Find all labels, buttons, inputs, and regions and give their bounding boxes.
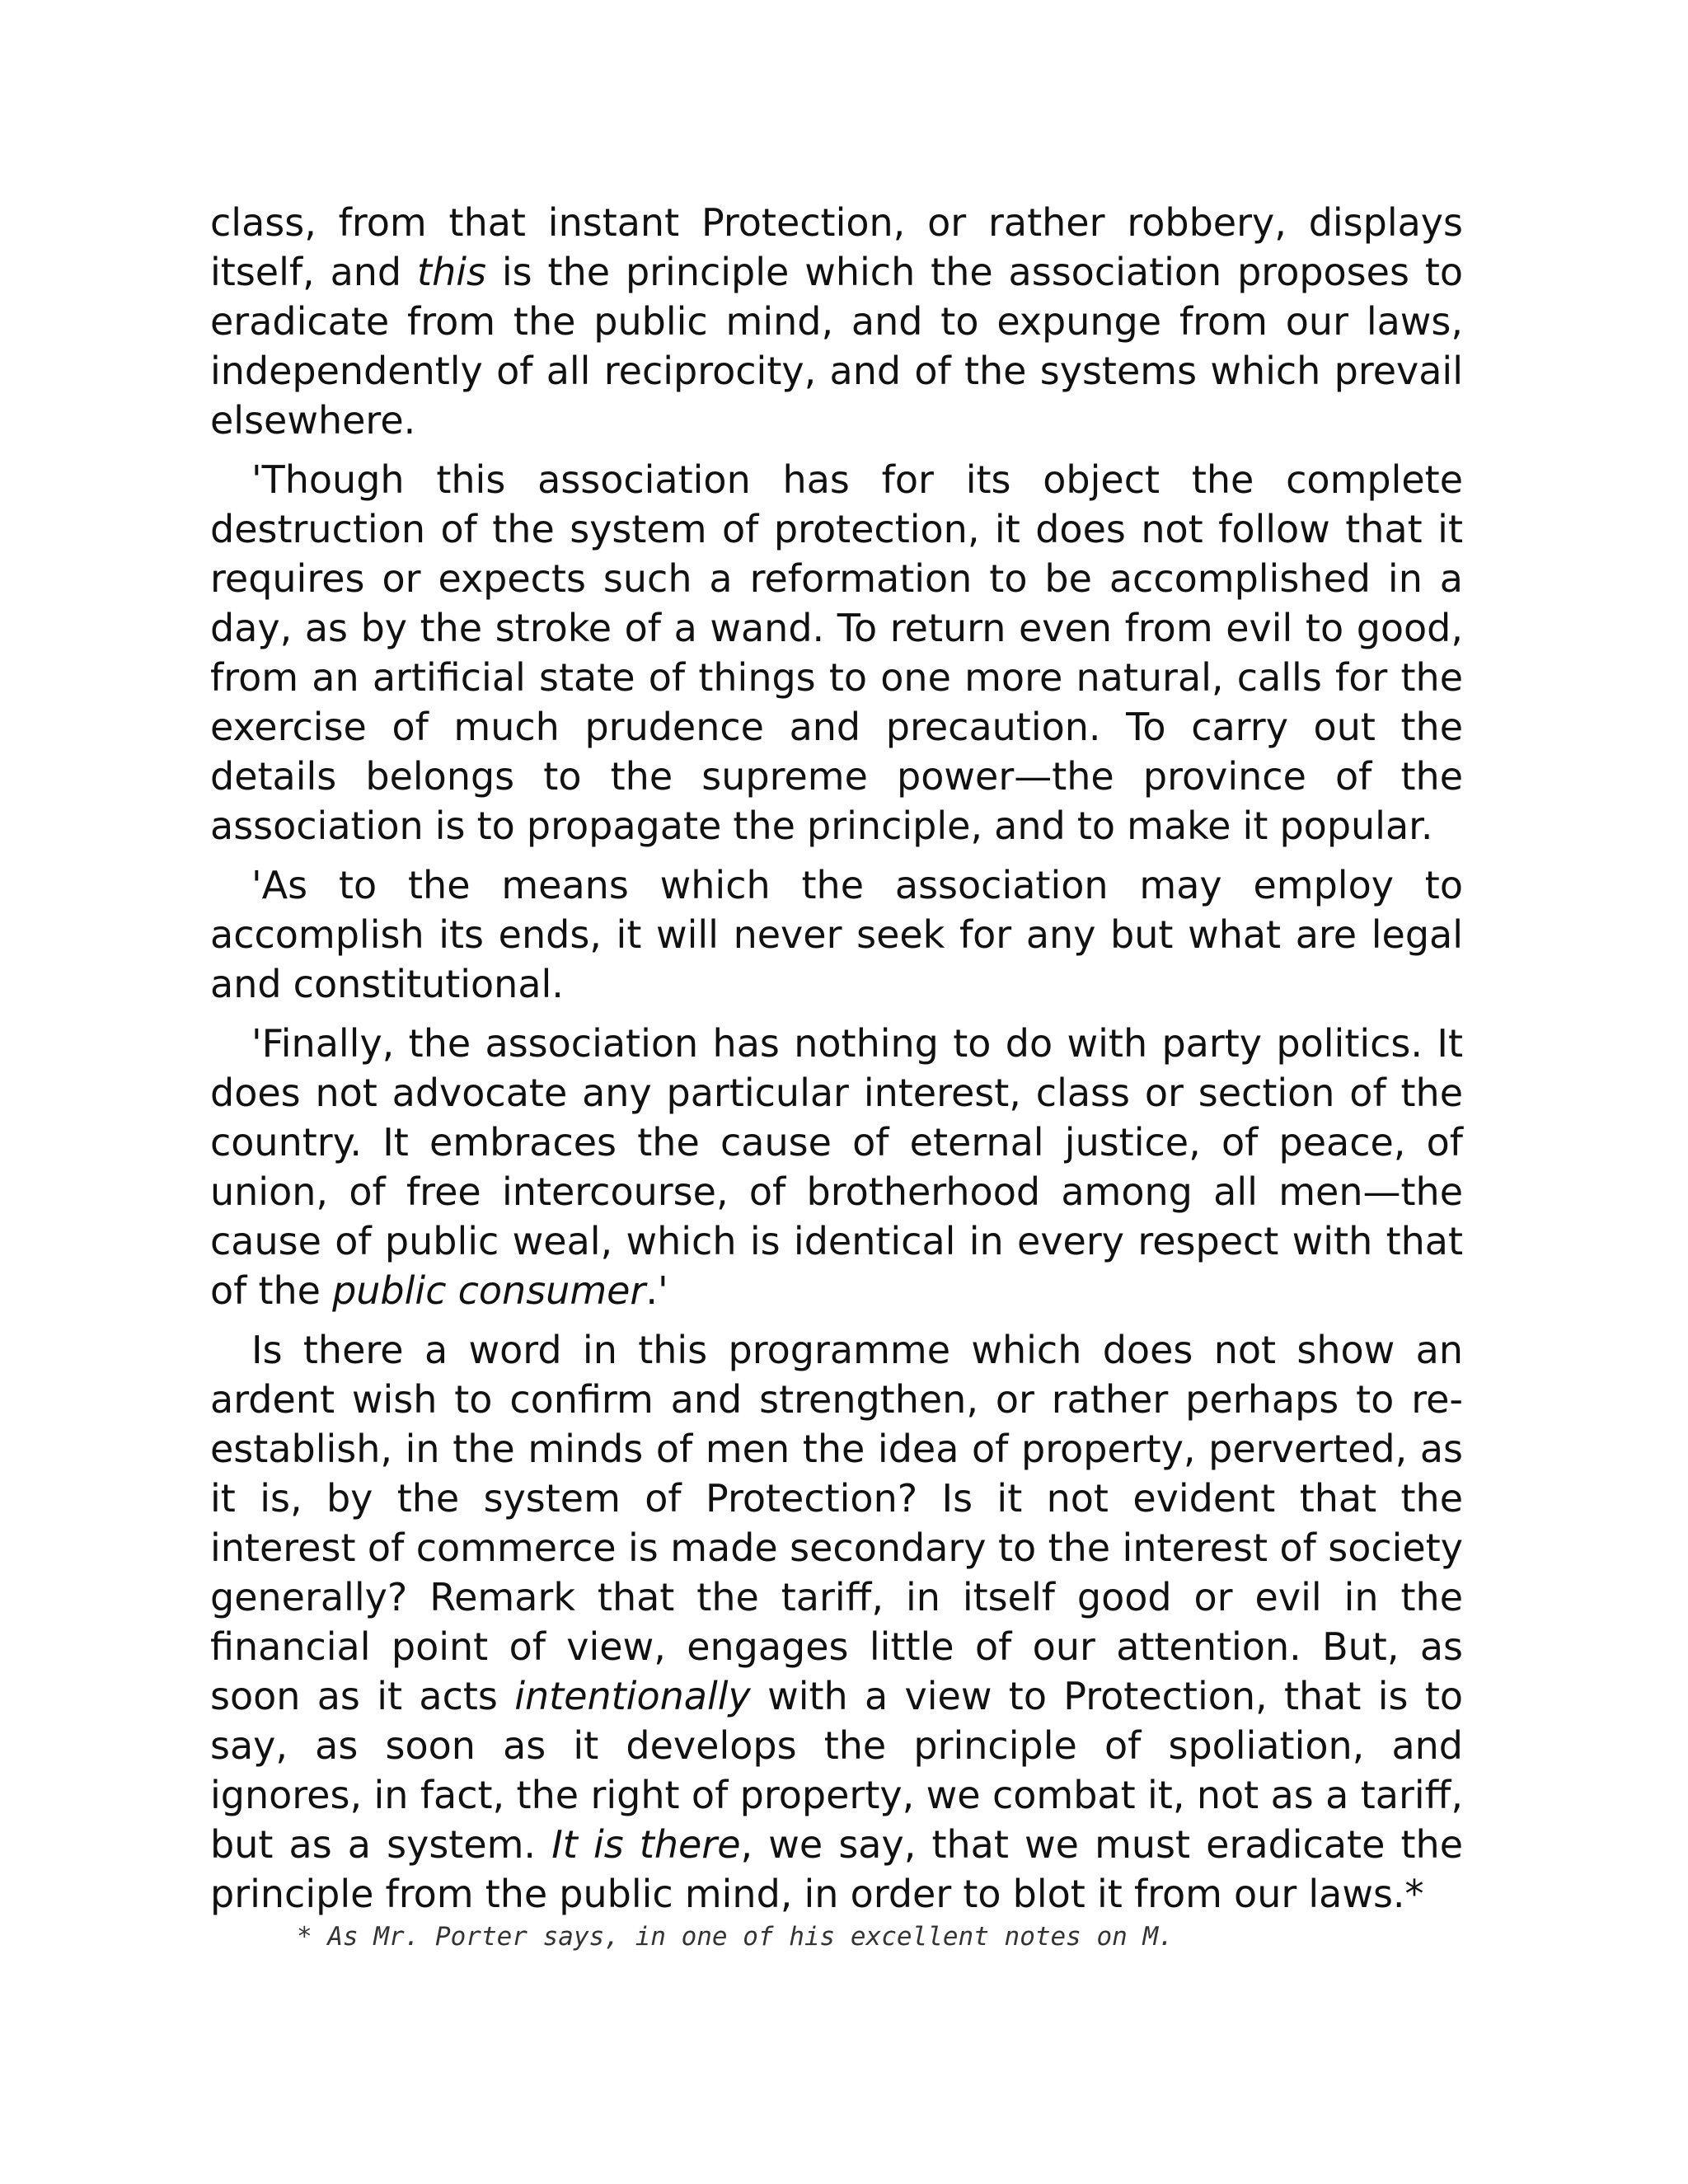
p3-seg-0: 'As to the means which the association may employ to accomplish its ends, it will never seek for any but what are legal and constitutional. [210,863,1463,1006]
p1-seg-1-italic: this [417,250,486,294]
p5-seg-4: , we say, that we must eradicate the principle from the public mind, in order to blot it from our laws.* [210,1822,1464,1916]
p4-seg-0: 'Finally, the association has nothing to do with party politics. It does not advocate any particular interest, class or section of the country. It embraces the cause of eternal justice, of peace, of union, of free intercourse, of brotherhood among all men—the cause of public weal, which is identical in every respect with that of the [210,1021,1463,1313]
p5-seg-1-italic: intentionally [514,1674,751,1718]
paragraph-4 [210,1019,1463,1315]
p5-seg-0: Is there a word in this programme which does not show an ardent wish to confirm and strengthen, or rather perhaps to re-establish, in the minds of men the idea of property, perverted, as it is, by the system of Protection? Is it not evident that the interest of commerce is made secondary to the interest of society generally? Remark that the tariff, in itself good or evil in the financial point of view, engages little of our attention. But, as soon as it acts [210,1328,1463,1718]
p2-seg-0: 'Though this association has for its object the complete destruction of the system of protection, it does not follow that it requires or expects such a reformation to be accomplished in a day, as by the stroke of a wand. To return even from evil to good, from an artificial state of things to one more natural, calls for the exercise of much prudence and precaution. To carry out the details belongs to the supreme power—the province of the association is to propagate the principle, and to make it popular. [210,457,1463,848]
p5-seg-2: with a view to Protection, that is to say, as soon as it develops the principle of spoliation, and ignores, in fact, the right of property, we combat it, not as a tariff, but as a system. [210,1674,1463,1867]
page-body [210,198,1463,1929]
paragraph-5 [210,1325,1463,1919]
p1-seg-2: is the principle which the association proposes to eradicate from the public mind, and to expunge from our laws, independently of all reciprocity, and of the systems which prevail elsewhere. [210,250,1464,443]
footnote: * As Mr. Porter says, in one of his excellent notes on M. [297,1922,1174,1952]
p4-seg-1-italic: public consumer [332,1268,646,1313]
paragraph-3 [210,860,1463,1009]
paragraph-2 [210,455,1463,851]
p5-seg-3-italic: It is there [551,1822,741,1867]
paragraph-1 [210,198,1463,445]
p4-seg-2: .' [645,1268,668,1313]
p1-seg-0: class, from that instant Protection, or rather robbery, displays itself, and [210,200,1463,294]
